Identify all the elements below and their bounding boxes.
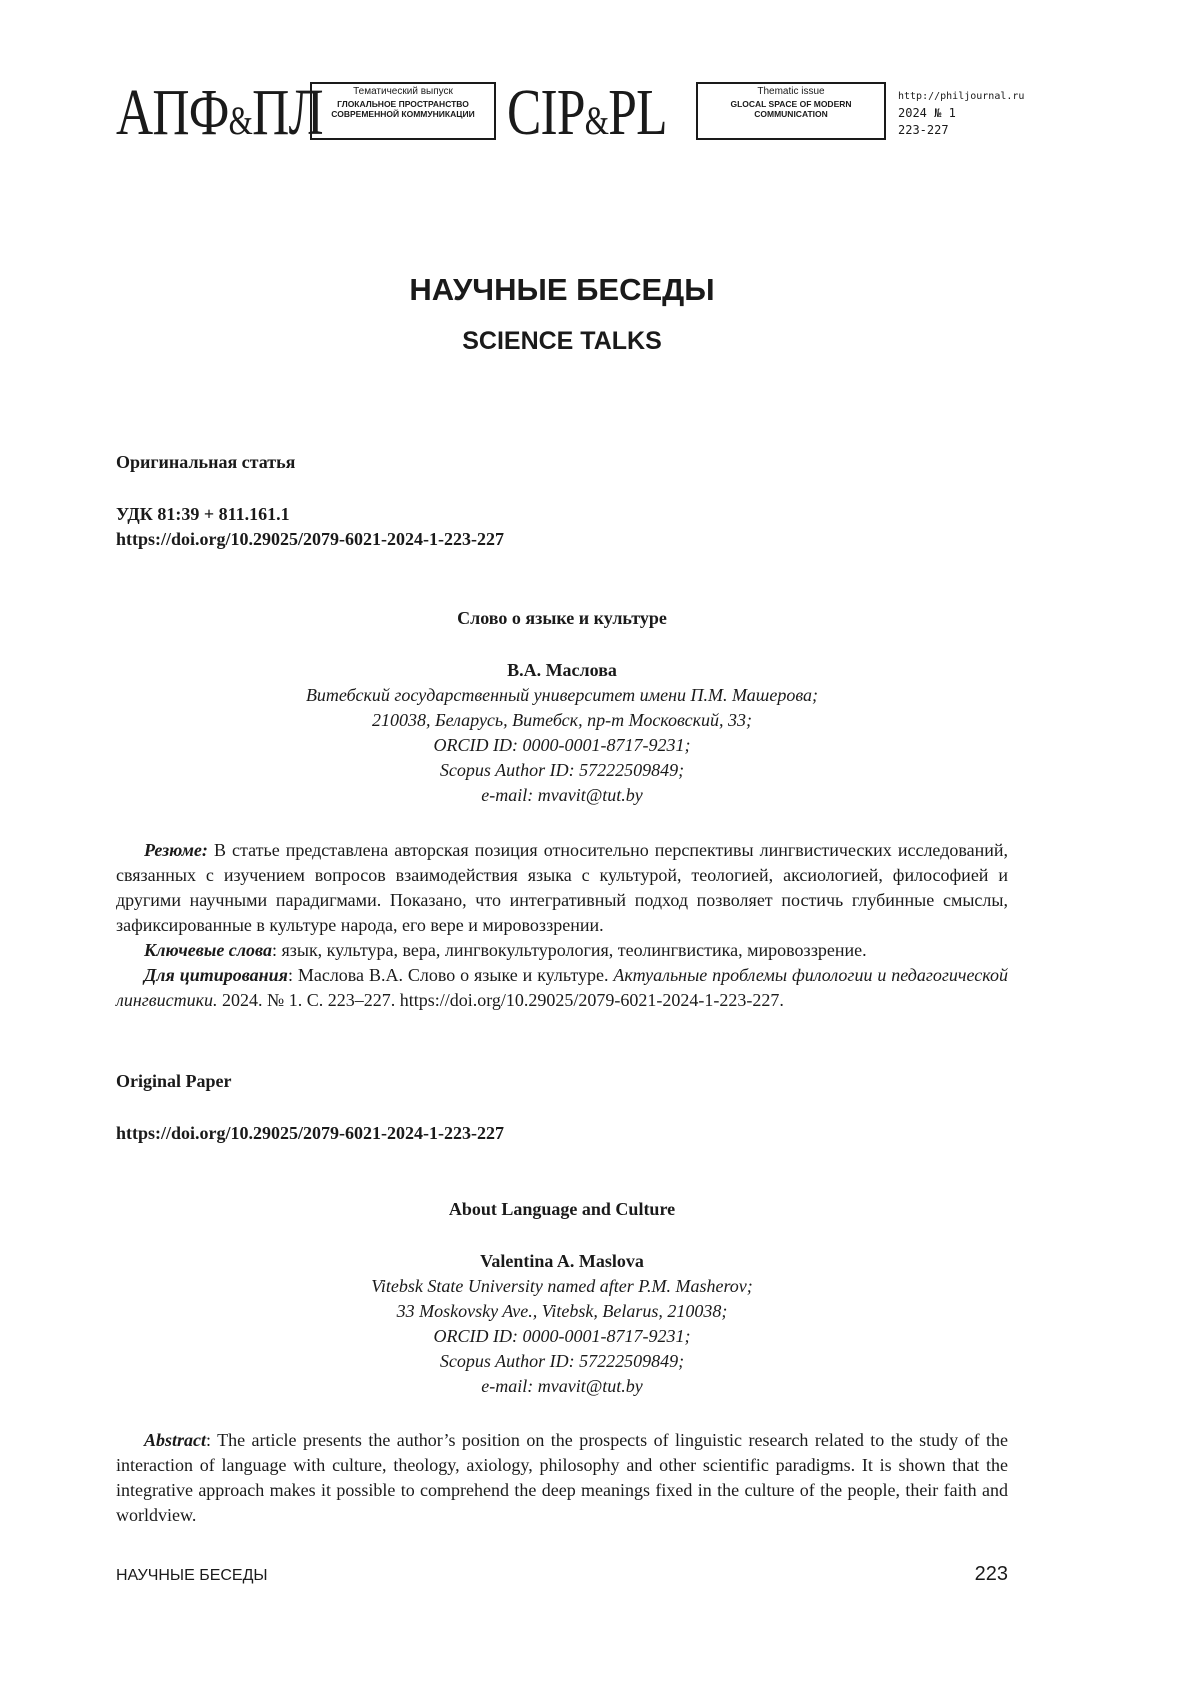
affiliation-ru (116, 683, 1008, 808)
orcid-ru: ORCID ID: 0000-0001-8717-9231; (433, 735, 691, 755)
abstract-ru: Резюме: В статье представлена авторская позиция относительно перспективы лингвистических исследований, связанных с изучением вопросов взаимодействия языка с культурой, теологией, аксиологией, философией и другими научными парадигмами. Показано, что интегративный подход позволяет постичь глубинные смыслы, зафиксированные в культуре народа, его вере и мировоззрении. (116, 840, 1008, 935)
scopus-id-ru: Scopus Author ID: 57222509849; (439, 760, 685, 780)
affiliation-line: 210038, Беларусь, Витебск, пр-т Московский, 33; (371, 710, 753, 730)
doi-ru[interactable]: https://doi.org/10.29025/2079-6021-2024-1-223-227 (116, 529, 504, 549)
abstract-block-ru (116, 838, 1008, 1013)
page-number: 223 (974, 1563, 1008, 1585)
journal-url[interactable]: http://philjournal.ru (898, 91, 1025, 102)
citation-ru: Для цитирования: Маслова В.А. Слово о языке и культуре. Актуальные проблемы филологии и педагогической лингвистики. 2024. № 1. С. 223–227. https://doi.org/10.29025/2079-6021-2024-1-223-227. (116, 965, 1008, 1010)
abstract-en: Abstract: The article presents the author’s position on the prospects of linguistic research related to the study of the interaction of language with culture, theology, axiology, philosophy and other scientific paradigms. It is shown that the integrative approach makes it possible to comprehend the deep meanings fixed in the culture of the people, their faith and worldview. (116, 1430, 1008, 1525)
journal-logo-ru: АПФ&ПЛ (116, 76, 323, 149)
affiliation-line: Vitebsk State University named after P.M. Masherov; (371, 1276, 753, 1296)
affiliation-line: Витебский государственный университет имени П.М. Машерова; (305, 685, 819, 705)
article-type-en: Original Paper (116, 1071, 232, 1091)
section-title-en: SCIENCE TALKS (462, 327, 662, 355)
doi-en[interactable]: https://doi.org/10.29025/2079-6021-2024-1-223-227 (116, 1123, 504, 1143)
journal-logo-en: CIP&PL (507, 76, 667, 149)
thematic-issue-box-ru: Тематический выпуск ГЛОКАЛЬНОЕ ПРОСТРАНСТВО СОВРЕМЕННОЙ КОММУНИКАЦИИ (310, 82, 496, 140)
author-en: Valentina A. Maslova (480, 1251, 644, 1271)
article-type-ru: Оригинальная статья (116, 452, 296, 472)
affiliation-line: 33 Moskovsky Ave., Vitebsk, Belarus, 210038; (396, 1301, 728, 1321)
journal-pages: 223-227 (898, 123, 949, 137)
author-ru: В.А. Маслова (507, 660, 617, 680)
email-ru[interactable]: e-mail: mvavit@tut.by (481, 785, 643, 805)
footer-section: НАУЧНЫЕ БЕСЕДЫ (116, 1567, 268, 1584)
udk: УДК 81:39 + 811.161.1 (116, 504, 290, 524)
section-title-ru: НАУЧНЫЕ БЕСЕДЫ (409, 272, 715, 307)
scopus-id-en: Scopus Author ID: 57222509849; (439, 1351, 685, 1371)
keywords-ru: Ключевые слова: язык, культура, вера, лингвокультурология, теолингвистика, мировоззрение. (144, 940, 867, 960)
affiliation-en (116, 1274, 1008, 1399)
thematic-issue-box-en: Thematic issue GLOCAL SPACE OF MODERN COMMUNICATION (696, 82, 886, 140)
journal-header (116, 76, 1025, 149)
orcid-en: ORCID ID: 0000-0001-8717-9231; (433, 1326, 691, 1346)
journal-info (898, 88, 1024, 139)
email-en[interactable]: e-mail: mvavit@tut.by (481, 1376, 643, 1396)
article-title-en: About Language and Culture (448, 1199, 676, 1219)
article-title-ru: Слово о языке и культуре (457, 608, 667, 628)
journal-issue: 2024 № 1 (898, 106, 956, 120)
abstract-block-en (116, 1428, 1008, 1528)
